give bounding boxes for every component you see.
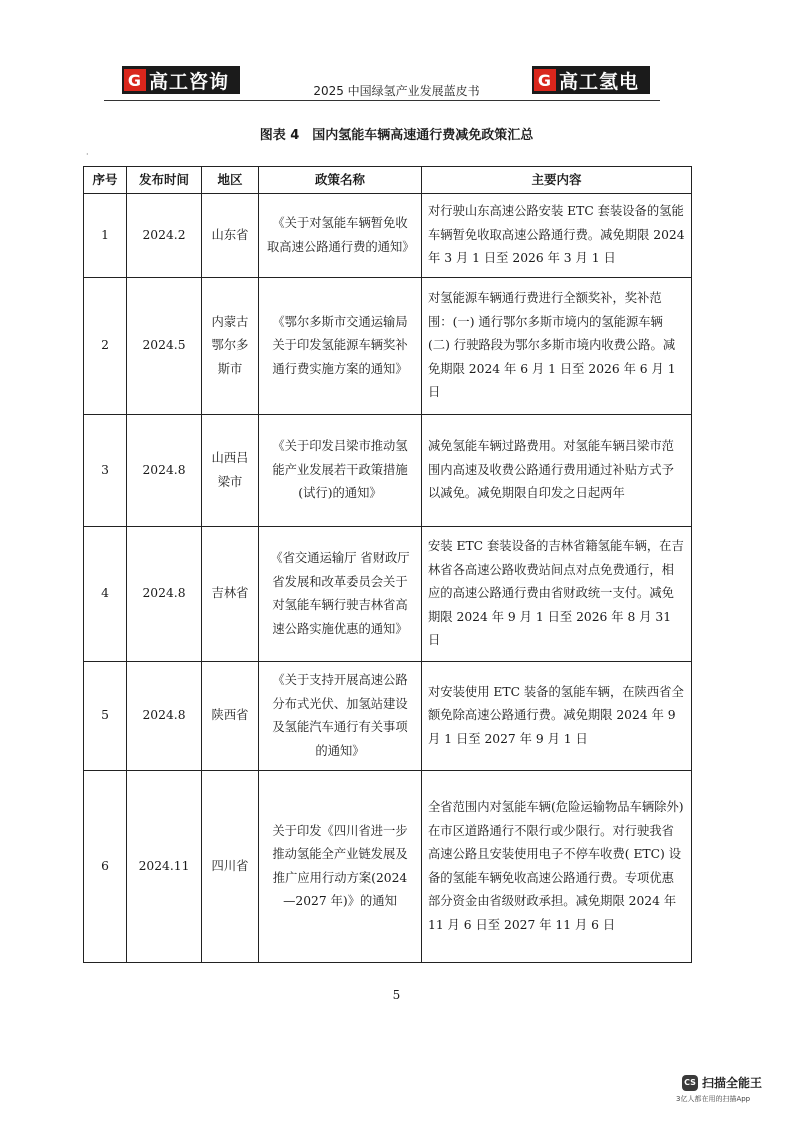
cell-date: 2024.8 <box>127 415 202 527</box>
logo-left-text: 高工咨询 <box>149 70 230 93</box>
logo-g-mark: G <box>534 69 556 91</box>
cell-content: 减免氢能车辆过路费用。对氢能车辆吕梁市范围内高速及收费公路通行费用通过补贴方式予以减免。减免期限自印发之日起两年 <box>422 415 692 527</box>
policy-table <box>83 166 692 963</box>
cell-date: 2024.5 <box>127 278 202 415</box>
cell-content: 对安装使用 ETC 装备的氢能车辆，在陕西省全额免除高速公路通行费。减免期限 2024 年 9 月 1 日至 2027 年 9 月 1 日 <box>422 662 692 771</box>
logo-right-text: 高工氢电 <box>559 70 640 93</box>
cell-policy: 《关于对氢能车辆暂免收取高速公路通行费的通知》 <box>259 194 422 278</box>
cell-date: 2024.2 <box>127 194 202 278</box>
scanner-tagline: 3亿人都在用的扫描App <box>676 1095 751 1103</box>
header-policy: 政策名称 <box>259 167 422 194</box>
cell-content: 对行驶山东高速公路安装 ETC 套装设备的氢能车辆暂免收取高速公路通行费。减免期限 2024 年 3 月 1 日至 2026 年 3 月 1 日 <box>422 194 692 278</box>
header-no: 序号 <box>84 167 127 194</box>
page-number: 5 <box>392 988 401 1002</box>
cell-policy: 《鄂尔多斯市交通运输局关于印发氢能源车辆奖补通行费实施方案的通知》 <box>259 278 422 415</box>
cell-no: 2 <box>84 278 127 415</box>
header-rule <box>104 100 660 101</box>
cell-region: 吉林省 <box>202 527 259 662</box>
cell-content: 安装 ETC 套装设备的吉林省籍氢能车辆，在吉林省各高速公路收费站间点对点免费通行，相应的高速公路通行费由省财政统一支付。减免期限 2024 年 9 月 1 日至 2026 年 8 月 31 日 <box>422 527 692 662</box>
header-content: 主要内容 <box>422 167 692 194</box>
table-row <box>84 527 692 662</box>
cell-policy: 《关于印发吕梁市推动氢能产业发展若干政策措施(试行)的通知》 <box>259 415 422 527</box>
cell-region: 陕西省 <box>202 662 259 771</box>
cell-no: 6 <box>84 771 127 963</box>
cell-no: 3 <box>84 415 127 527</box>
cell-policy: 《省交通运输厅 省财政厅 省发展和改革委员会关于对氢能车辆行驶吉林省高速公路实施优惠的通知》 <box>259 527 422 662</box>
scanner-watermark <box>682 1074 762 1091</box>
cell-policy: 《关于支持开展高速公路分布式光伏、加氢站建设及氢能汽车通行有关事项的通知》 <box>259 662 422 771</box>
logo-g-mark: G <box>124 69 146 91</box>
table-row <box>84 415 692 527</box>
cell-no: 4 <box>84 527 127 662</box>
cell-no: 5 <box>84 662 127 771</box>
scanner-app-name: 扫描全能王 <box>702 1076 763 1090</box>
table-caption: 图表 4 国内氢能车辆高速通行费减免政策汇总 <box>259 128 534 143</box>
cell-region: 山西吕梁市 <box>202 415 259 527</box>
cell-content: 对氢能源车辆通行费进行全额奖补，奖补范围：(一) 通行鄂尔多斯市境内的氢能源车辆 (二) 行驶路段为鄂尔多斯市境内收费公路。减免期限 2024 年 6 月 1 日至 2026 年 6 月 1 日 <box>422 278 692 415</box>
header-date: 发布时间 <box>127 167 202 194</box>
table-row <box>84 278 692 415</box>
cell-date: 2024.11 <box>127 771 202 963</box>
scan-speck: · <box>86 150 89 159</box>
cell-region: 四川省 <box>202 771 259 963</box>
table-row <box>84 194 692 278</box>
cell-no: 1 <box>84 194 127 278</box>
running-header: 2025 中国绿氢产业发展蓝皮书 <box>313 84 480 98</box>
cell-region: 山东省 <box>202 194 259 278</box>
table-header-row <box>84 167 692 194</box>
cell-region: 内蒙古鄂尔多斯市 <box>202 278 259 415</box>
table-row <box>84 662 692 771</box>
cell-date: 2024.8 <box>127 662 202 771</box>
cell-content: 全省范围内对氢能车辆(危险运输物品车辆除外) 在市区道路通行不限行或少限行。对行驶我省高速公路且安装使用电子不停车收费( ETC) 设备的氢能车辆免收高速公路通行费。专项优惠部分资金由省级财政承担。减免期限 2024 年 11 月 6 日至 2027 年 11 月 6 日 <box>422 771 692 963</box>
table-row <box>84 771 692 963</box>
cs-logo-icon: CS <box>682 1075 698 1091</box>
cell-date: 2024.8 <box>127 527 202 662</box>
cell-policy: 关于印发《四川省进一步推动氢能全产业链发展及推广应用行动方案(2024—2027 年)》的通知 <box>259 771 422 963</box>
header-region: 地区 <box>202 167 259 194</box>
